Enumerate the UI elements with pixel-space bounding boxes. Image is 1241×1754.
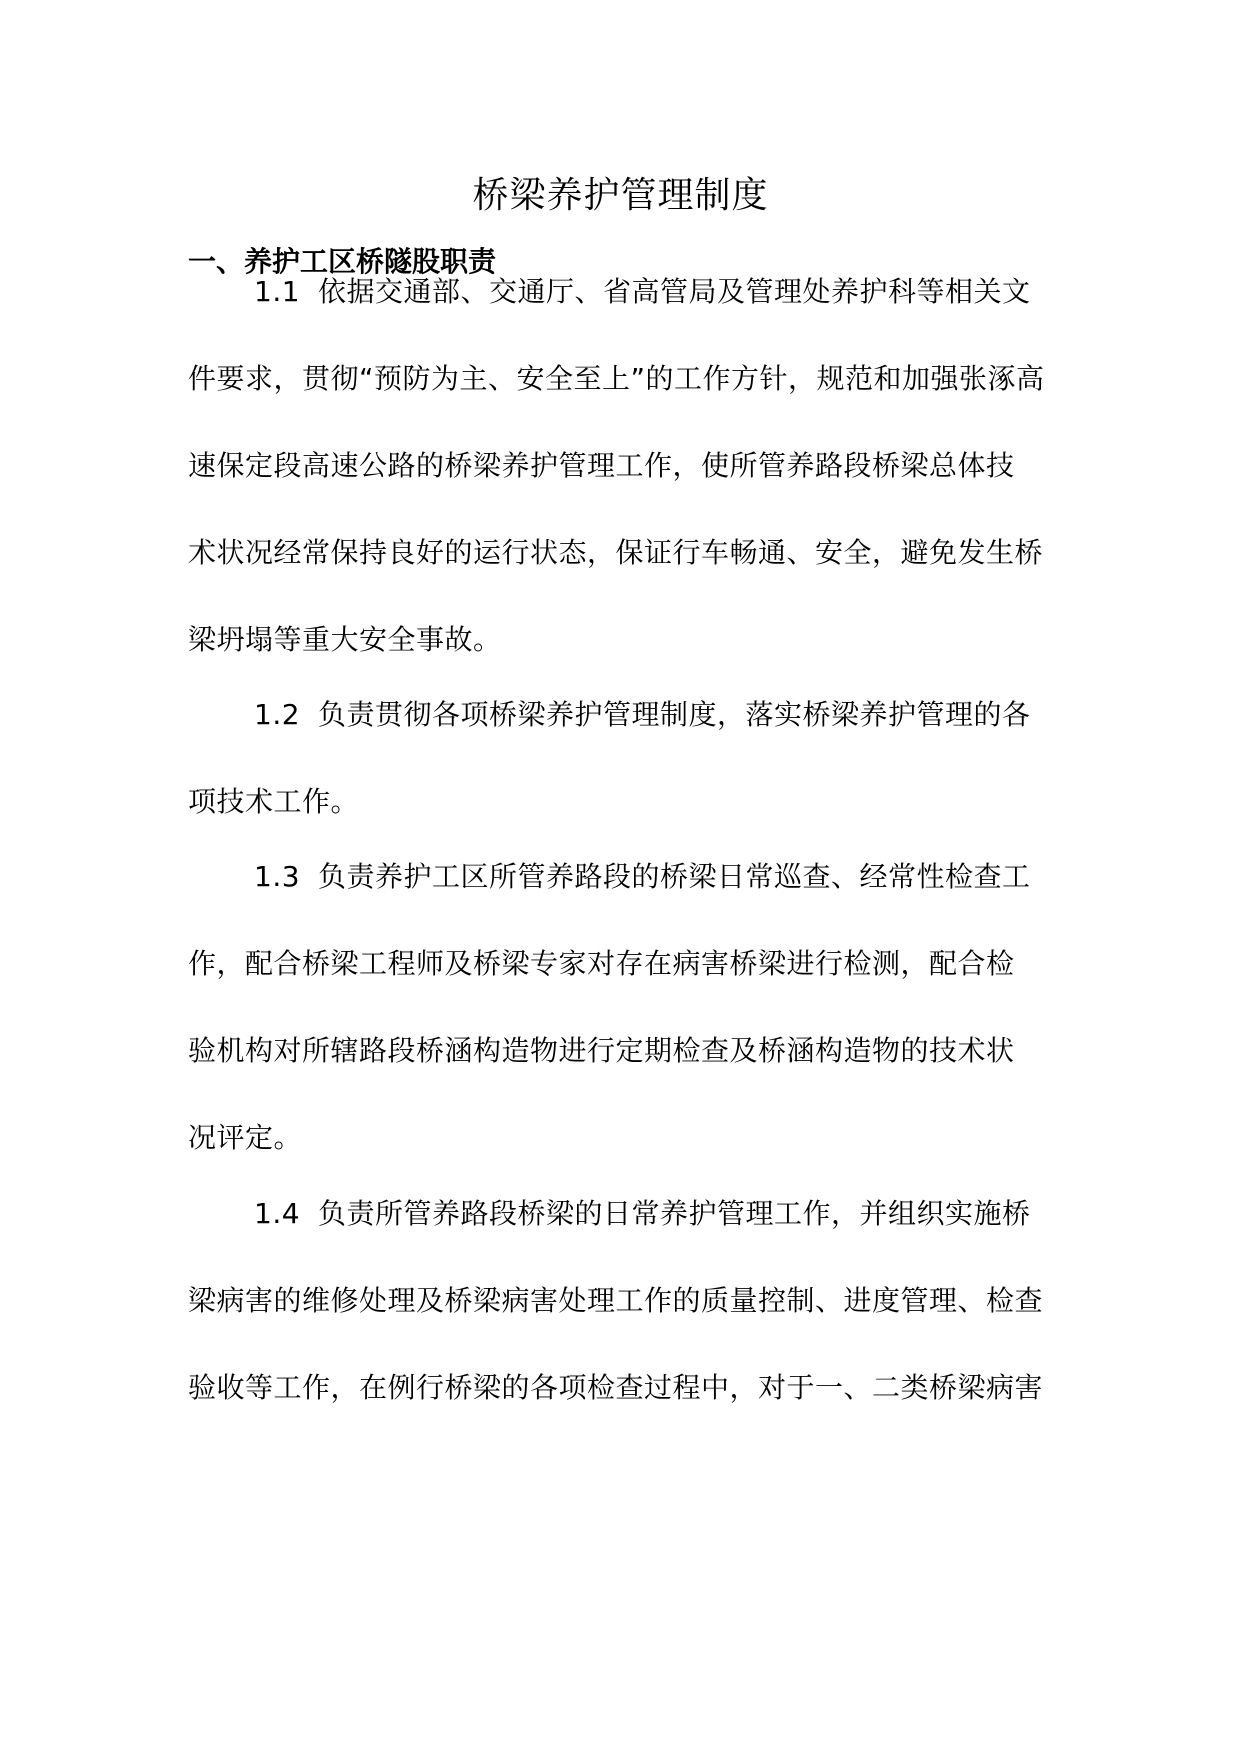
paragraph-text: 负责养护工区所管养路段的桥梁日常巡查、经常性检查工 [318, 860, 1031, 893]
paragraph-text: 负责贯彻各项桥梁养护管理制度，落实桥梁养护管理的各 [318, 698, 1031, 731]
paragraph-1-4-line-2: 梁病害的维修处理及桥梁病害处理工作的质量控制、进度管理、检查 [188, 1284, 1044, 1317]
paragraph-1-2-line-2: 项技术工作。 [188, 785, 360, 818]
paragraph-number: 1.1 [254, 275, 301, 308]
paragraph-1-1-line-1 [188, 268, 1124, 316]
paragraph-number: 1.3 [254, 860, 301, 893]
paragraph-1-1-line-3: 速保定段高速公路的桥梁养护管理工作，使所管养路段桥梁总体技 [188, 449, 1015, 482]
paragraph-1-1-line-5: 梁坍塌等重大安全事故。 [188, 623, 502, 656]
paragraph-1-2-line-1 [188, 691, 1124, 739]
section-heading: 一、养护工区桥隧股职责 [188, 245, 497, 278]
paragraph-number: 1.2 [254, 698, 301, 731]
paragraph-1-4-line-1 [188, 1190, 1124, 1238]
paragraph-1-1-line-4: 术状况经常保持良好的运行状态，保证行车畅通、安全，避免发生桥 [188, 536, 1044, 569]
paragraph-1-3-line-3: 验机构对所辖路段桥涵构造物进行定期检查及桥涵构造物的技术状 [188, 1034, 1015, 1067]
paragraph-1-3-line-2: 作，配合桥梁工程师及桥梁专家对存在病害桥梁进行检测，配合检 [188, 947, 1015, 980]
paragraph-text: 依据交通部、交通厅、省高管局及管理处养护科等相关文 [318, 275, 1031, 308]
document-title: 桥梁养护管理制度 [472, 175, 769, 216]
paragraph-text: 负责所管养路段桥梁的日常养护管理工作，并组织实施桥 [318, 1197, 1031, 1230]
paragraph-number: 1.4 [254, 1197, 301, 1230]
paragraph-1-3-line-1 [188, 853, 1124, 901]
paragraph-1-4-line-3: 验收等工作，在例行桥梁的各项检查过程中，对于一、二类桥梁病害 [188, 1371, 1044, 1404]
paragraph-1-1-line-2: 件要求，贯彻“预防为主、安全至上”的工作方针，规范和加强张涿高 [188, 362, 1045, 395]
paragraph-1-3-line-4: 况评定。 [188, 1121, 303, 1154]
